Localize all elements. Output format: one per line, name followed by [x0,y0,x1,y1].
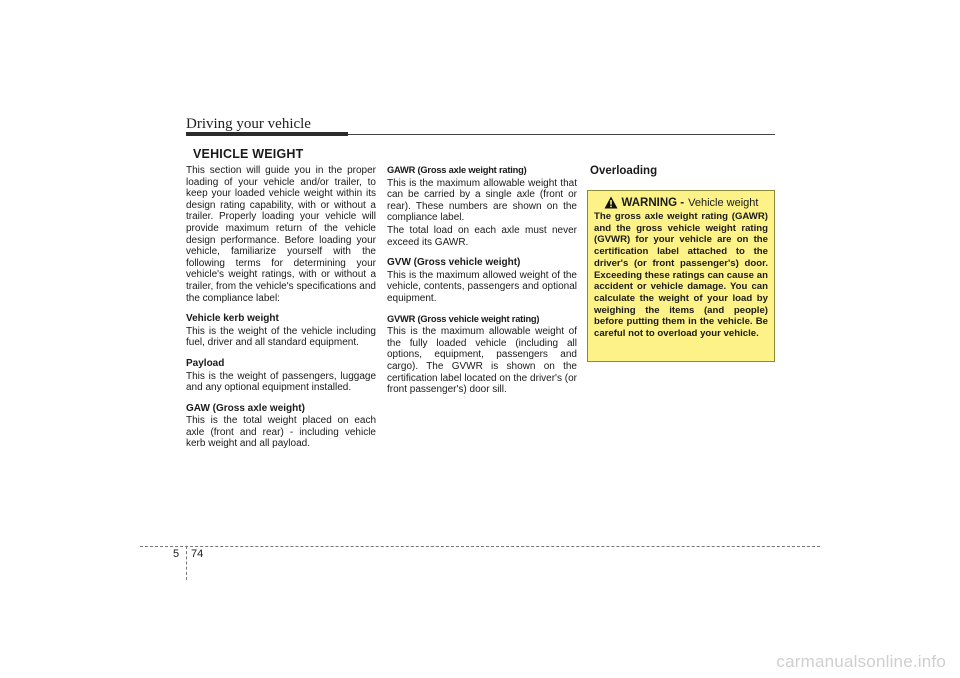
gawr-text-1: This is the maximum allowable weight that can be carried by a single axle (front or rear). These numbers are shown on the compliance label. [387,177,577,224]
text-column-2 [387,165,577,405]
kerb-weight-text: This is the weight of the vehicle including fuel, driver and all standard equipment. [186,325,376,349]
intro-paragraph: This section will guide you in the proper loading of your vehicle and/or trailer, to keep your loaded vehicle weight within its design rating capability, with or without a trailer. Properly loading your vehicle will provide maximum return of the vehicle design performance. Before loading your vehicle, familiarize yourself with the following terms for determining your vehicle's weight ratings, with or without a trailer, from the vehicle's specifications and the compliance label: [186,165,376,304]
warning-box [587,190,775,362]
gvwr-heading: GVWR (Gross vehicle weight rating) [387,313,540,324]
gawr-heading: GAWR (Gross axle weight rating) [387,165,527,175]
text-column-1 [186,165,376,459]
warning-subtitle: Vehicle weight [688,196,759,209]
gvwr-text: This is the maximum allowable weight of the fully loaded vehicle (including all options, equipment, passengers and cargo). The GVWR is shown on the certification label located on the driver's (or front passenger's) door sill. [387,326,577,396]
kerb-weight-heading: Vehicle kerb weight [186,313,279,325]
gaw-heading: GAW (Gross axle weight) [186,402,305,414]
header-rule-thin [348,134,775,135]
warning-header [594,196,768,209]
warning-text: The gross axle weight rating (GAWR) and the gross vehicle weight rating (GVWR) for your vehicle are on the certification label attached to the driver's (or front passenger's) door. Exceeding these ratings can cause an accident or vehicle damage. You can calculate the weight of your load by weighing the items (and people) before putting them in the vehicle. Be careful not to overload your vehicle. [594,211,768,340]
payload-heading: Payload [186,357,225,369]
warning-triangle-icon [604,196,618,209]
section-header-title: Driving your vehicle [186,116,311,132]
footer-divider [186,546,187,580]
page-number: 74 [191,548,204,560]
chapter-number: 5 [173,548,180,560]
header-rule-thick [186,132,348,136]
watermark: carmanualsonline.info [776,652,946,671]
overloading-heading: Overloading [590,165,658,177]
gvw-heading: GVW (Gross vehicle weight) [387,257,521,269]
payload-text: This is the weight of passengers, luggage and any optional equipment installed. [186,370,376,394]
gaw-text: This is the total weight placed on each axle (front and rear) - including vehicle kerb weight and all payload. [186,415,376,450]
page-title: VEHICLE WEIGHT [193,147,304,161]
gawr-text-2: The total load on each axle must never exceed its GAWR. [387,224,577,248]
gvw-text: This is the maximum allowed weight of the vehicle, contents, passengers and optional equipment. [387,269,577,304]
footer-rule [140,546,820,547]
warning-label: WARNING - [621,196,685,209]
